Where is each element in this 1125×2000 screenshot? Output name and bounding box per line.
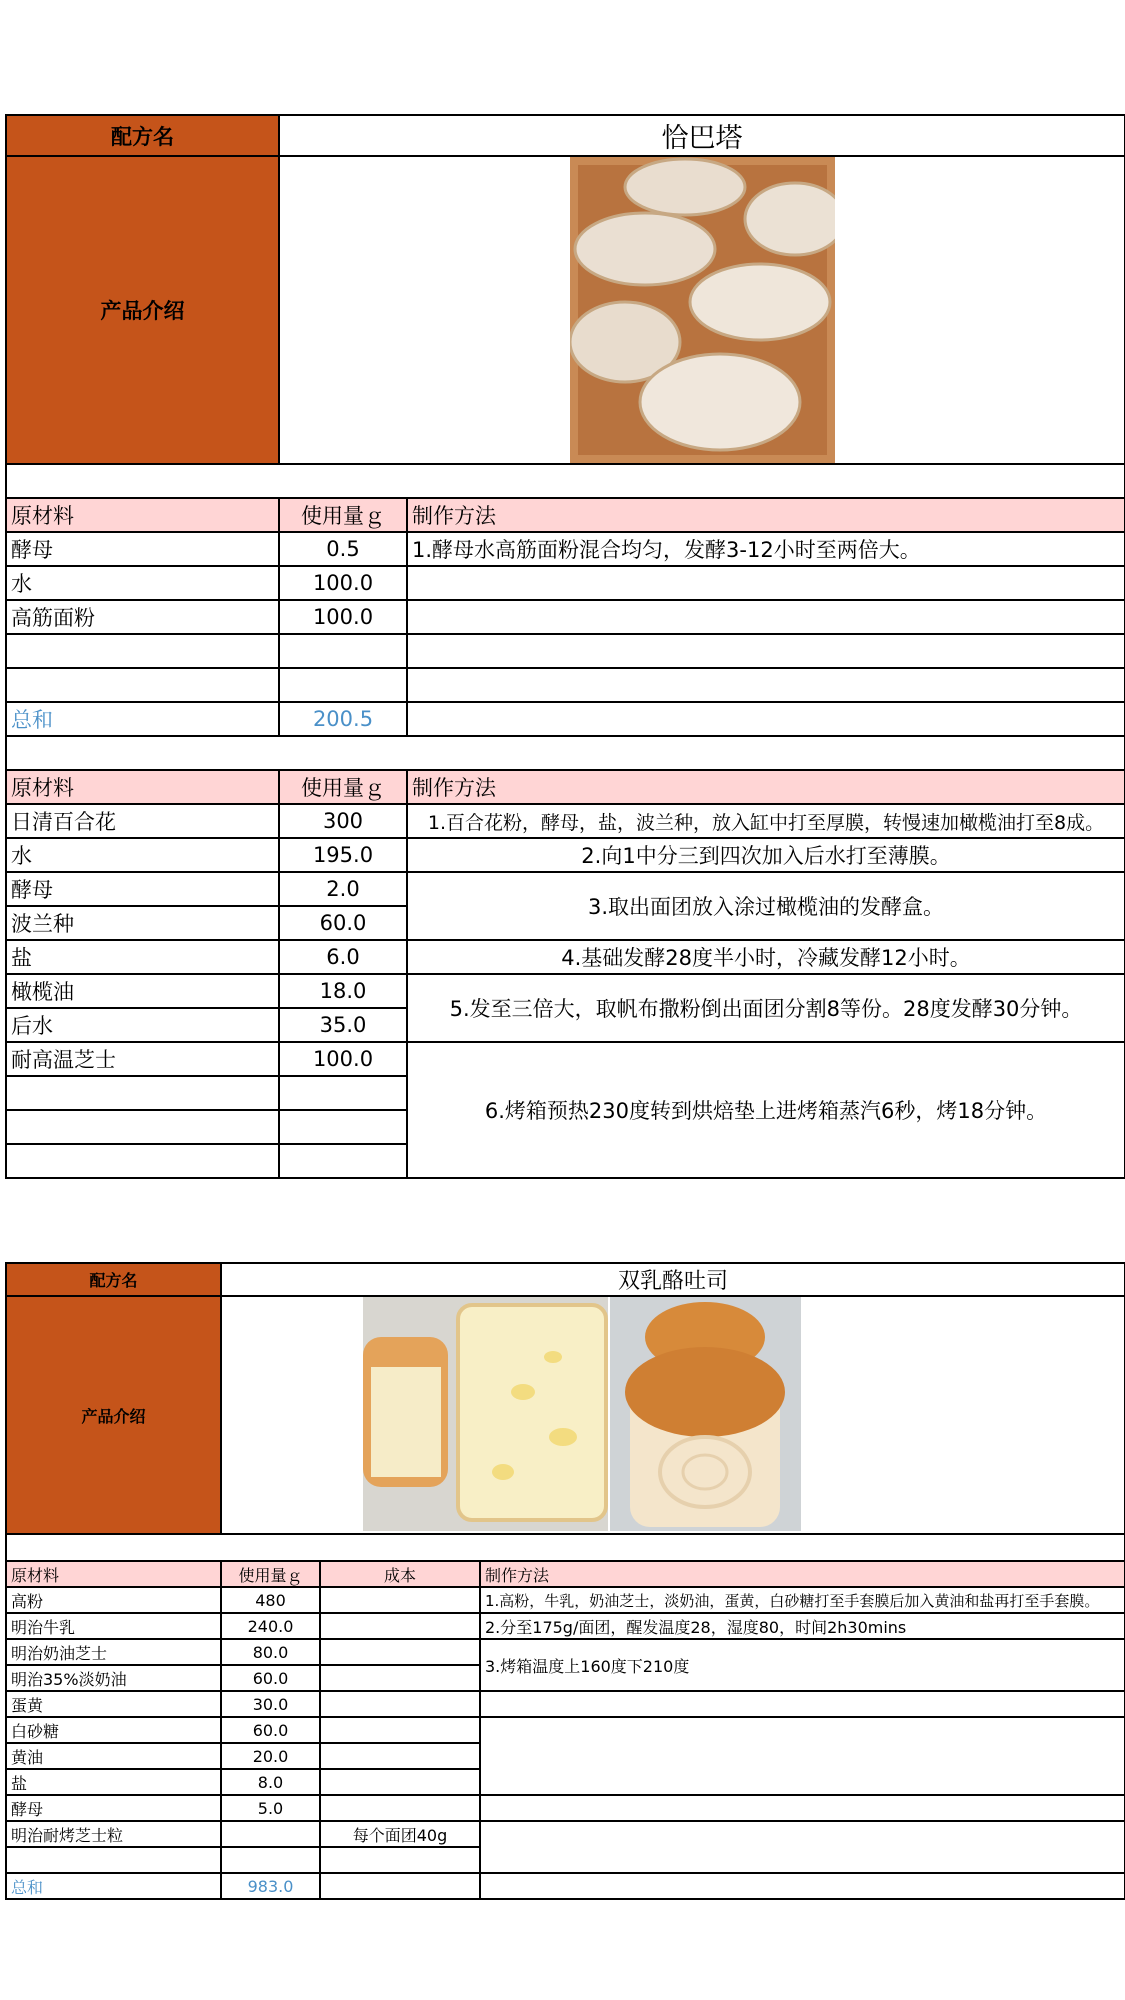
method-step: 1.高粉，牛乳，奶油芝士，淡奶油，蛋黄，白砂糖打至手套膜后加入黄油和盐再打至手套膜。 xyxy=(480,1587,1125,1613)
col-header-method: 制作方法 xyxy=(407,498,1125,532)
material-cell: 盐 xyxy=(6,1769,221,1795)
amount-cell: 195.0 xyxy=(279,838,407,872)
material-cell: 高筋面粉 xyxy=(6,600,279,634)
col-header-material: 原材料 xyxy=(6,498,279,532)
amount-cell: 300 xyxy=(279,804,407,838)
amount-cell: 100.0 xyxy=(279,600,407,634)
material-cell xyxy=(6,1110,279,1144)
cost-cell xyxy=(320,1587,480,1613)
material-cell: 明治奶油芝士 xyxy=(6,1639,221,1665)
amount-cell xyxy=(279,1076,407,1110)
total-label: 总和 xyxy=(6,1873,221,1899)
total-value: 200.5 xyxy=(279,702,407,736)
material-cell: 橄榄油 xyxy=(6,974,279,1008)
method-step: 1.百合花粉，酵母，盐，波兰种，放入缸中打至厚膜，转慢速加橄榄油打至8成。 xyxy=(407,804,1125,838)
amount-cell xyxy=(221,1847,320,1873)
recipe2-table xyxy=(5,1262,1125,1900)
method-step: 5.发至三倍大，取帆布撒粉倒出面团分割8等份。28度发酵30分钟。 xyxy=(407,974,1125,1042)
method-cell xyxy=(407,702,1125,736)
spacer-row xyxy=(6,464,1125,498)
amount-cell: 18.0 xyxy=(279,974,407,1008)
total-value: 983.0 xyxy=(221,1873,320,1899)
method-step: 3.取出面团放入涂过橄榄油的发酵盒。 xyxy=(407,872,1125,940)
col-header-method: 制作方法 xyxy=(407,770,1125,804)
product-intro-label: 产品介绍 xyxy=(6,1296,221,1534)
col-header-material: 原材料 xyxy=(6,1561,221,1587)
cost-cell xyxy=(320,1665,480,1691)
method-step: 2.向1中分三到四次加入后水打至薄膜。 xyxy=(407,838,1125,872)
col-header-method: 制作方法 xyxy=(480,1561,1125,1587)
cost-cell xyxy=(320,1613,480,1639)
product-photo-cell xyxy=(279,156,1125,464)
amount-cell xyxy=(279,1110,407,1144)
recipe-name: 恰巴塔 xyxy=(279,115,1125,156)
cost-cell xyxy=(320,1639,480,1665)
recipe-name-label: 配方名 xyxy=(6,115,279,156)
method-step: 3.烤箱温度上160度下210度 xyxy=(480,1639,1125,1691)
method-cell xyxy=(407,600,1125,634)
amount-cell: 60.0 xyxy=(279,906,407,940)
amount-cell: 80.0 xyxy=(221,1639,320,1665)
material-cell: 明治牛乳 xyxy=(6,1613,221,1639)
method-step: 6.烤箱预热230度转到烘焙垫上进烤箱蒸汽6秒，烤18分钟。 xyxy=(407,1042,1125,1178)
material-cell xyxy=(6,634,279,668)
amount-cell: 35.0 xyxy=(279,1008,407,1042)
amount-cell xyxy=(279,668,407,702)
method-cell xyxy=(407,566,1125,600)
cost-cell xyxy=(320,1873,480,1899)
material-cell: 后水 xyxy=(6,1008,279,1042)
spacer-row xyxy=(6,1534,1125,1561)
material-cell xyxy=(6,1076,279,1110)
material-cell xyxy=(6,668,279,702)
material-cell: 黄油 xyxy=(6,1743,221,1769)
amount-cell xyxy=(279,634,407,668)
amount-cell xyxy=(279,1144,407,1178)
ciabatta-photo xyxy=(570,157,835,463)
material-cell xyxy=(6,1144,279,1178)
amount-cell: 2.0 xyxy=(279,872,407,906)
cost-cell: 每个面团40g xyxy=(320,1821,480,1847)
method-cell xyxy=(407,668,1125,702)
total-label: 总和 xyxy=(6,702,279,736)
amount-cell: 20.0 xyxy=(221,1743,320,1769)
cost-cell xyxy=(320,1743,480,1769)
material-cell: 水 xyxy=(6,838,279,872)
material-cell: 耐高温芝士 xyxy=(6,1042,279,1076)
material-cell: 蛋黄 xyxy=(6,1691,221,1717)
col-header-amount: 使用量ｇ xyxy=(221,1561,320,1587)
method-cell xyxy=(480,1873,1125,1899)
material-cell: 日清百合花 xyxy=(6,804,279,838)
amount-cell: 240.0 xyxy=(221,1613,320,1639)
material-cell: 高粉 xyxy=(6,1587,221,1613)
toast-loaf-photo xyxy=(610,1297,801,1531)
amount-cell: 100.0 xyxy=(279,566,407,600)
amount-cell: 6.0 xyxy=(279,940,407,974)
amount-cell: 480 xyxy=(221,1587,320,1613)
amount-cell: 60.0 xyxy=(221,1665,320,1691)
amount-cell: 100.0 xyxy=(279,1042,407,1076)
material-cell: 盐 xyxy=(6,940,279,974)
amount-cell: 0.5 xyxy=(279,532,407,566)
product-intro-label: 产品介绍 xyxy=(6,156,279,464)
method-cell xyxy=(480,1821,1125,1873)
col-header-cost: 成本 xyxy=(320,1561,480,1587)
recipe1-table xyxy=(5,114,1125,1179)
material-cell: 酵母 xyxy=(6,532,279,566)
method-cell xyxy=(480,1795,1125,1821)
material-cell: 白砂糖 xyxy=(6,1717,221,1743)
cost-cell xyxy=(320,1769,480,1795)
method-step: 4.基础发酵28度半小时，冷藏发酵12小时。 xyxy=(407,940,1125,974)
amount-cell: 30.0 xyxy=(221,1691,320,1717)
col-header-amount: 使用量ｇ xyxy=(279,770,407,804)
amount-cell: 8.0 xyxy=(221,1769,320,1795)
recipe-name-label: 配方名 xyxy=(6,1263,221,1296)
material-cell: 明治耐烤芝士粒 xyxy=(6,1821,221,1847)
cost-cell xyxy=(320,1847,480,1873)
material-cell: 酵母 xyxy=(6,1795,221,1821)
method-cell xyxy=(480,1717,1125,1795)
recipe-name: 双乳酪吐司 xyxy=(221,1263,1125,1296)
amount-cell: 60.0 xyxy=(221,1717,320,1743)
cost-cell xyxy=(320,1691,480,1717)
method-cell: 1.酵母水高筋面粉混合均匀，发酵3-12小时至两倍大。 xyxy=(407,532,1125,566)
amount-cell xyxy=(221,1821,320,1847)
material-cell: 酵母 xyxy=(6,872,279,906)
material-cell xyxy=(6,1847,221,1873)
toast-cross-section-photo xyxy=(363,1297,608,1531)
material-cell: 波兰种 xyxy=(6,906,279,940)
col-header-amount: 使用量ｇ xyxy=(279,498,407,532)
material-cell: 明治35%淡奶油 xyxy=(6,1665,221,1691)
amount-cell: 5.0 xyxy=(221,1795,320,1821)
col-header-material: 原材料 xyxy=(6,770,279,804)
product-photo-cell xyxy=(221,1296,1125,1534)
cost-cell xyxy=(320,1795,480,1821)
material-cell: 水 xyxy=(6,566,279,600)
method-cell xyxy=(407,634,1125,668)
cost-cell xyxy=(320,1717,480,1743)
method-step: 2.分至175g/面团，醒发温度28，湿度80，时间2h30mins xyxy=(480,1613,1125,1639)
method-cell xyxy=(480,1691,1125,1717)
spacer-row xyxy=(6,736,1125,770)
